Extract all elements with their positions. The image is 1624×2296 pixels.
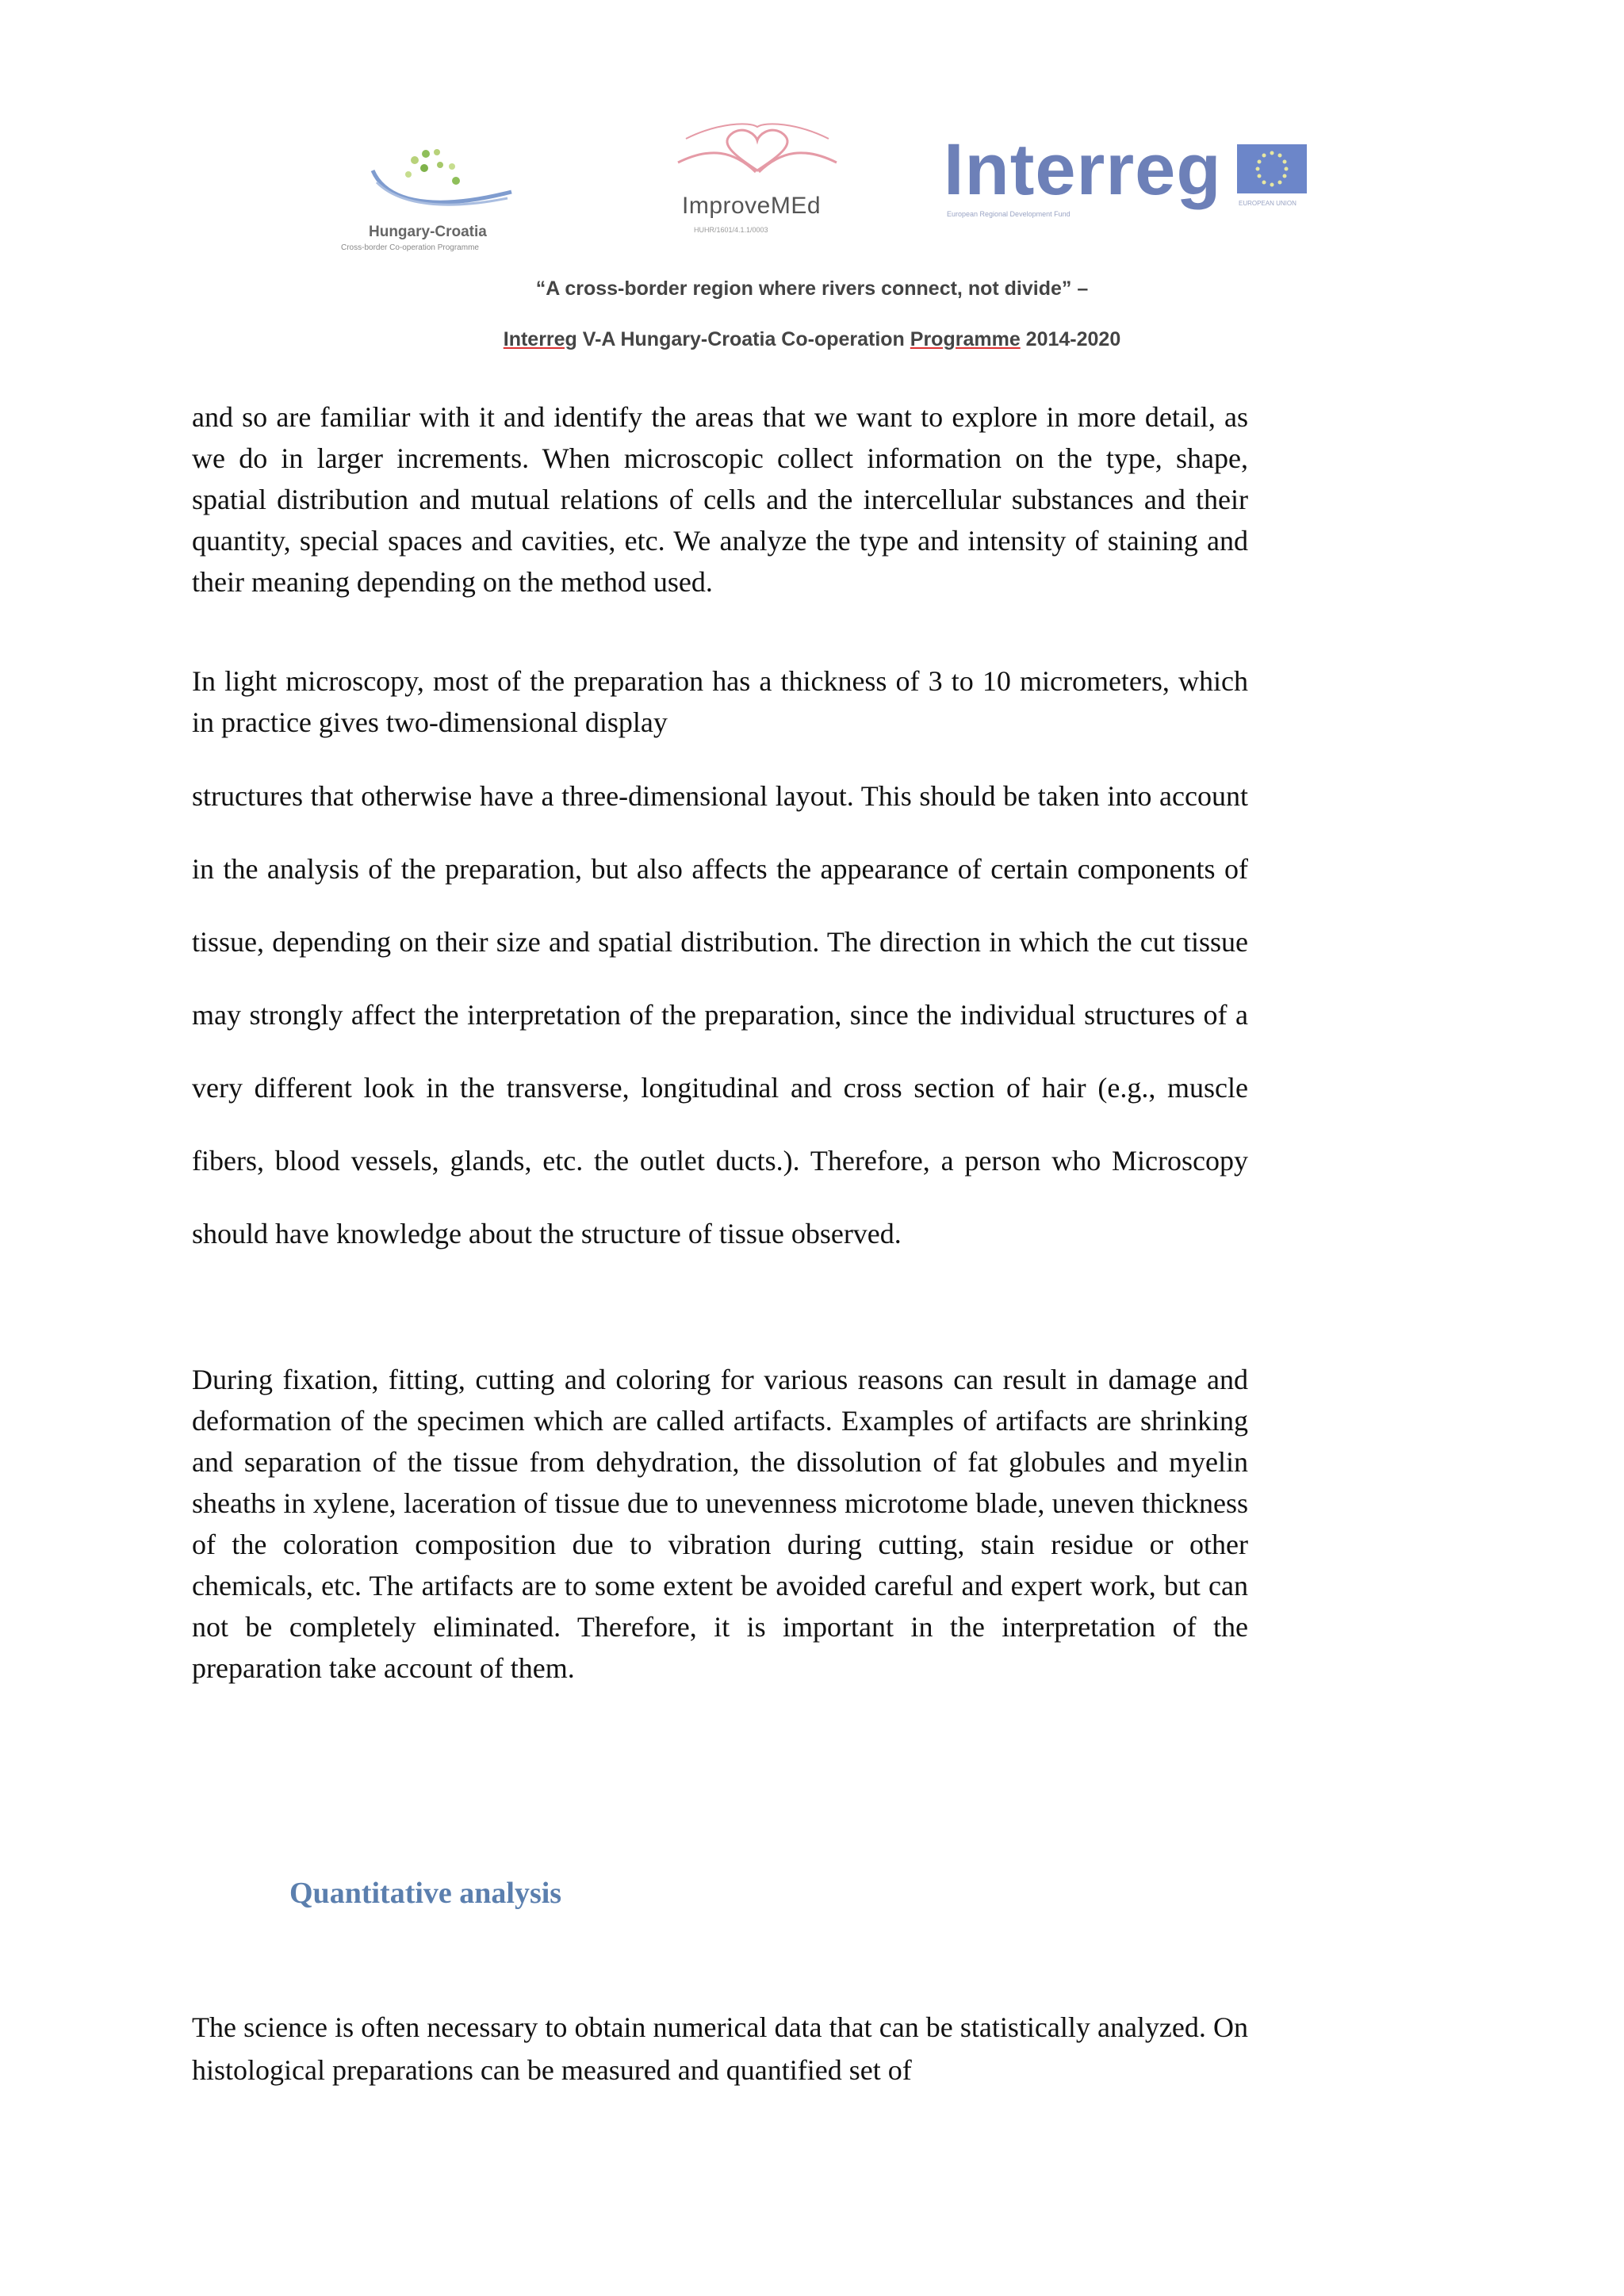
eu-subtitle: EUROPEAN UNION [1239, 200, 1297, 207]
paragraph-artifacts: During fixation, fitting, cutting and coloring for various reasons can result in damage and deformation of the specimen which are called artifacts. Examples of artifacts are shrinking and separation of the tissue from dehydration, the dissolution of fat globules and myelin sheaths in xylene, laceration of tissue due to unevenness microtome blade, uneven thickness of the coloration composition due to vibration during cutting, stain residue or other chemicals, etc. The artifacts are to some extent be avoided careful and expert work, but can not be completely eliminated. Therefore, it is important in the interpretation of the preparation take account of them. [192, 1364, 1248, 1684]
interreg-logo [944, 129, 1316, 222]
paragraph-microscopic-analysis: and so are familiar with it and identify the areas that we want to explore in more detail, as we do in larger increments. When microscopic collect information on the type, shape, spatial distribution and mutual relations of cells and the intercellular substances and their quantity, special spaces and cavities, etc. We analyze the type and intensity of staining and their meaning depending on the method used. [192, 401, 1248, 598]
programme-interreg: Interreg [503, 328, 577, 350]
programme-middle: V-A Hungary-Croatia Co-operation [576, 328, 910, 350]
hungary-croatia-name: Hungary-Croatia [369, 224, 487, 240]
paragraph-three-dimensional: structures that otherwise have a three-dimensional layout. This should be taken into account in the analysis of the preparation, but also affects the appearance of certain components of tissue, depending on their size and spatial distribution. The direction in which the cut tissue may strongly affect the interpretation of the preparation, since the individual structures of a very different look in the transverse, longitudinal and cross section of hair (e.g., muscle fibers, blood vessels, glands, etc. the outlet ducts.). Therefore, a person who Microscopy should have knowledge about the structure of tissue observed. [192, 780, 1248, 1249]
interreg-subtitle: European Regional Development Fund [947, 210, 1071, 218]
section-heading: Quantitative analysis [289, 1877, 562, 1910]
programme-word: Programme [910, 328, 1021, 350]
paragraph-light-microscopy: In light microscopy, most of the preparation has a thickness of 3 to 10 micrometers, which in practice gives two-dimensional display [192, 665, 1248, 738]
eu-flag-icon [1237, 144, 1307, 193]
programme-tagline: “A cross-border region where rivers connect, not divide” – [535, 277, 1089, 300]
improvemed-code: HUHR/1601/4.1.1/0003 [694, 226, 768, 234]
hungary-croatia-emblem-icon [329, 143, 535, 222]
programme-years: 2014-2020 [1020, 328, 1121, 350]
paragraph-quantitative: The science is often necessary to obtain numerical data that can be statistically analyzed. On histological preparations can be measured and quantified set of [192, 2011, 1248, 2086]
hungary-croatia-subtitle: Cross-border Co-operation Programme [341, 243, 479, 252]
improvemed-name: ImproveMEd [682, 193, 822, 219]
hungary-croatia-logo [329, 143, 535, 262]
heart-hands-icon [662, 115, 852, 190]
interreg-wordmark: Interreg [944, 129, 1222, 210]
programme-title [0, 328, 1624, 351]
improvemed-logo [662, 115, 852, 242]
